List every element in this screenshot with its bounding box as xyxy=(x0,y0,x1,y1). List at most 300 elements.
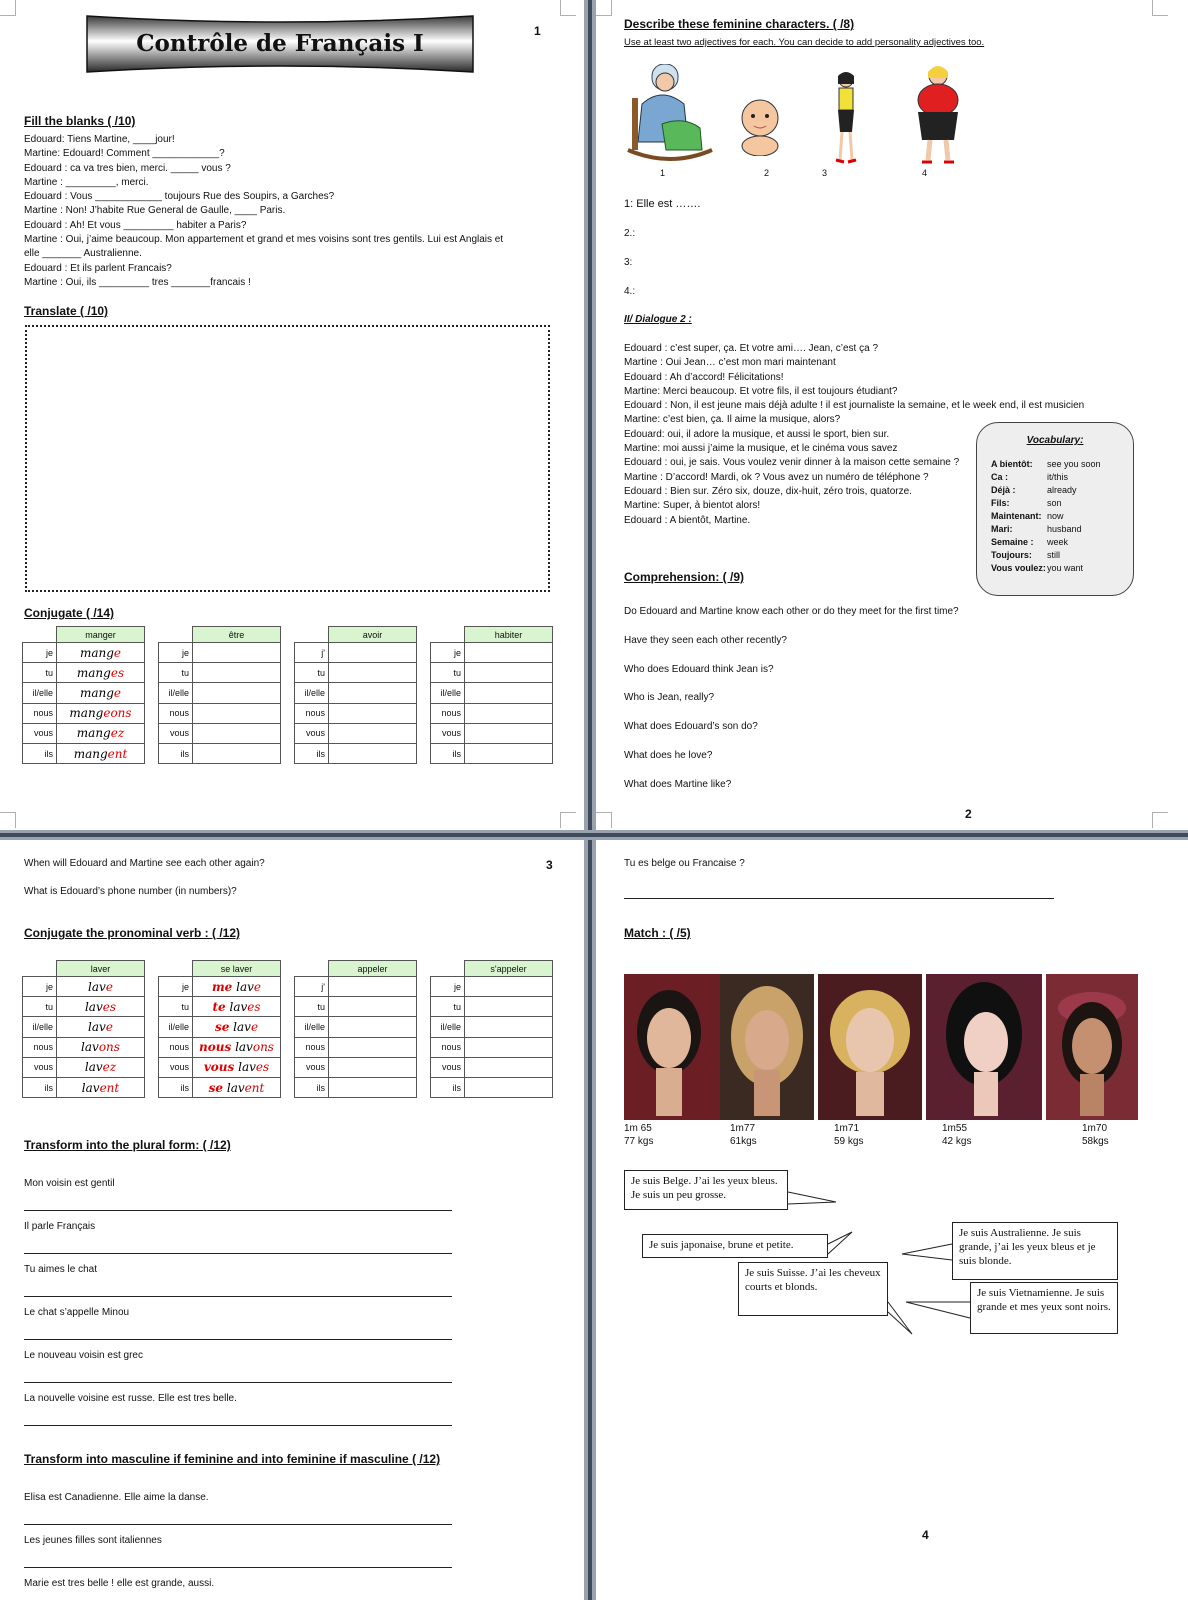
answer-line[interactable] xyxy=(24,1524,452,1525)
pronoun-cell: nous xyxy=(295,703,329,723)
height-value: 1m 65 xyxy=(624,1123,652,1134)
vocab-meaning: see you soon xyxy=(1047,459,1101,469)
pronoun-cell: il/elle xyxy=(159,683,193,703)
answer-cell[interactable] xyxy=(465,1037,553,1057)
verb-stem: lav xyxy=(235,1040,253,1055)
verb-ending: ez xyxy=(102,1060,117,1075)
pronominal-heading: Conjugate the pronominal verb : ( /12) xyxy=(24,926,241,940)
verb-ending: e xyxy=(113,645,122,660)
pronoun-cell: je xyxy=(23,977,57,997)
pronoun-cell: ils xyxy=(431,1077,465,1097)
table-row xyxy=(159,1077,281,1097)
table-row xyxy=(23,723,145,743)
table-row xyxy=(431,723,553,743)
answer-1[interactable]: 1: Elle est ……. xyxy=(624,198,701,210)
verb-header: être xyxy=(193,627,281,643)
pronoun-cell: tu xyxy=(159,663,193,683)
page-3 xyxy=(0,840,584,1600)
bubble-text-australienne: Je suis Australienne. Je suis grande, j’ai les yeux bleus et je suis blonde. xyxy=(959,1227,1096,1267)
answer-cell[interactable] xyxy=(465,743,553,763)
answer-cell[interactable] xyxy=(57,743,145,763)
fill-line: Martine : Oui, ils _________ tres _______francais ! xyxy=(24,276,251,288)
answer-line[interactable] xyxy=(24,1253,452,1254)
vocab-row xyxy=(977,536,1133,549)
table-row xyxy=(159,1017,281,1037)
image-label-4: 4 xyxy=(922,168,928,178)
bubble-text-suisse: Je suis Suisse. J’ai les cheveux courts et blonds. xyxy=(745,1267,881,1293)
answer-cell[interactable] xyxy=(465,1017,553,1037)
dialogue-line: Martine : D’accord! Mardi, ok ? Vous avez un numéro de téléphone ? xyxy=(624,471,929,483)
answer-cell[interactable] xyxy=(57,703,145,723)
dialogue-line: Martine: moi aussi j’aime la musique, et le cinéma vous savez xyxy=(624,443,898,455)
vocab-meaning: still xyxy=(1047,550,1060,560)
table-row xyxy=(431,1017,553,1037)
answer-cell[interactable] xyxy=(193,1017,281,1037)
dialogue-line: Martine : Oui Jean… c’est mon mari maintenant xyxy=(624,357,836,369)
answer-cell[interactable] xyxy=(329,1057,417,1077)
pronoun-cell: je xyxy=(23,643,57,663)
vocab-word: Semaine : xyxy=(991,537,1034,547)
question-phone-number: What is Edouard’s phone number (in numbers)? xyxy=(24,886,237,897)
answer-cell[interactable] xyxy=(57,1057,145,1077)
table-row xyxy=(23,1077,145,1097)
vocab-row xyxy=(977,471,1133,484)
image-label-1: 1 xyxy=(660,168,666,178)
comprehension-question: Who is Jean, really? xyxy=(624,692,715,704)
translate-box[interactable] xyxy=(25,325,550,592)
vocab-row xyxy=(977,562,1133,575)
verb-stem: mang xyxy=(76,665,111,680)
page-2 xyxy=(596,0,1188,830)
vocab-word: Maintenant: xyxy=(991,511,1042,521)
table-row xyxy=(159,743,281,763)
answer-line[interactable] xyxy=(24,1339,452,1340)
pronoun-cell: vous xyxy=(431,1057,465,1077)
answer-cell[interactable] xyxy=(465,997,553,1017)
reflexive-pronoun: se xyxy=(208,1080,224,1095)
answer-cell[interactable] xyxy=(329,663,417,683)
table-row xyxy=(295,663,417,683)
table-row xyxy=(159,723,281,743)
answer-line[interactable] xyxy=(24,1382,452,1383)
verb-header: s'appeler xyxy=(465,961,553,977)
answer-cell[interactable] xyxy=(329,703,417,723)
slim-woman-image xyxy=(826,70,866,166)
verb-ending: ons xyxy=(98,1040,120,1055)
pronoun-cell: il/elle xyxy=(23,683,57,703)
large-woman-image xyxy=(904,64,974,166)
plural-heading: Transform into the plural form: ( /12) xyxy=(24,1138,231,1152)
table-row xyxy=(23,663,145,683)
pronoun-cell: il/elle xyxy=(23,1017,57,1037)
height-value: 1m55 xyxy=(942,1123,968,1134)
verb-stem: lav xyxy=(88,979,106,994)
reflexive-pronoun: nous xyxy=(199,1040,232,1055)
answer-cell[interactable] xyxy=(329,997,417,1017)
table-row xyxy=(295,997,417,1017)
question-nationality: Tu es belge ou Francaise ? xyxy=(624,858,745,869)
pronoun-cell: ils xyxy=(159,1077,193,1097)
height-value: 1m77 xyxy=(730,1123,756,1134)
table-row xyxy=(159,663,281,683)
vocabulary-box xyxy=(976,422,1134,596)
table-row xyxy=(431,743,553,763)
vocab-word: Vous voulez: xyxy=(991,563,1046,573)
answer-line[interactable] xyxy=(24,1296,452,1297)
answer-cell[interactable] xyxy=(193,723,281,743)
answer-cell[interactable] xyxy=(193,997,281,1017)
answer-cell[interactable] xyxy=(329,743,417,763)
vocab-meaning: week xyxy=(1047,537,1069,547)
table-row xyxy=(23,1057,145,1077)
image-label-3: 3 xyxy=(822,168,828,178)
pronoun-cell: ils xyxy=(23,743,57,763)
fill-line: Edouard : Et ils parlent Francais? xyxy=(24,262,172,274)
conjugation-table xyxy=(430,960,553,1098)
pronoun-cell: j' xyxy=(295,977,329,997)
conjugation-table xyxy=(294,626,417,764)
answer-line[interactable] xyxy=(24,1425,452,1426)
table-row xyxy=(159,683,281,703)
height-value: 1m71 xyxy=(834,1123,860,1134)
answer-cell[interactable] xyxy=(57,1037,145,1057)
table-row xyxy=(431,1057,553,1077)
fill-blanks-text xyxy=(24,133,503,290)
verb-stem: mang xyxy=(76,726,111,741)
answer-cell[interactable] xyxy=(329,643,417,663)
verb-stem: lav xyxy=(84,1060,103,1075)
answer-cell[interactable] xyxy=(193,743,281,763)
table-row xyxy=(295,977,417,997)
weight-value: 61kgs xyxy=(730,1136,757,1147)
verb-stem: lav xyxy=(238,1060,256,1075)
exercise-item: Le chat s’appelle Minou xyxy=(24,1307,130,1318)
pronoun-cell: j' xyxy=(295,643,329,663)
pronoun-cell: il/elle xyxy=(295,683,329,703)
table-row xyxy=(23,1017,145,1037)
bubble-text-belge: Je suis Belge. J’ai les yeux bleus. Je suis un peu grosse. xyxy=(631,1175,778,1201)
fill-line: Edouard: Tiens Martine, ____jour! xyxy=(24,134,175,145)
pronoun-cell: ils xyxy=(295,1077,329,1097)
height-value: 1m70 xyxy=(1082,1123,1108,1134)
table-row xyxy=(159,1037,281,1057)
table-row xyxy=(159,703,281,723)
page-gutter-vertical xyxy=(584,0,596,1600)
fill-line: Martine: Edouard! Comment ____________? xyxy=(24,148,225,160)
vocab-meaning: you want xyxy=(1047,563,1084,573)
verb-header: laver xyxy=(57,961,145,977)
pronoun-cell: nous xyxy=(431,1037,465,1057)
pronoun-cell: vous xyxy=(159,1057,193,1077)
exercise-item: Le nouveau voisin est grec xyxy=(24,1350,143,1361)
answer-cell[interactable] xyxy=(57,663,145,683)
answer-line[interactable] xyxy=(24,1567,452,1568)
table-row xyxy=(431,643,553,663)
vocabulary-title: Vocabulary: xyxy=(1026,435,1084,446)
table-row xyxy=(431,977,553,997)
answer-cell[interactable] xyxy=(465,663,553,683)
table-row xyxy=(431,663,553,683)
verb-stem: lav xyxy=(88,1019,106,1034)
page-title: Contrôle de Français I xyxy=(136,30,424,57)
answer-cell[interactable] xyxy=(193,1037,281,1057)
answer-cell[interactable] xyxy=(57,723,145,743)
pronoun-cell: nous xyxy=(431,703,465,723)
answer-cell[interactable] xyxy=(465,643,553,663)
answer-cell[interactable] xyxy=(465,723,553,743)
vocab-word: Toujours: xyxy=(991,550,1032,560)
pronoun-cell: il/elle xyxy=(159,1017,193,1037)
verb-stem: lav xyxy=(229,999,248,1014)
answer-cell[interactable] xyxy=(57,643,145,663)
answer-cell[interactable] xyxy=(329,723,417,743)
page-1 xyxy=(0,0,584,830)
verb-stem: lav xyxy=(226,1080,245,1095)
table-row xyxy=(23,743,145,763)
verb-header: se laver xyxy=(193,961,281,977)
answer-cell[interactable] xyxy=(193,703,281,723)
dialogue-line: Edouard: oui, il adore la musique, et aussi le sport, bien sur. xyxy=(624,428,890,440)
reflexive-pronoun: vous xyxy=(203,1060,235,1075)
table-row xyxy=(23,977,145,997)
bubble-text-japonaise: Je suis japonaise, brune et petite. xyxy=(649,1239,794,1251)
pronoun-cell: ils xyxy=(159,743,193,763)
dialogue-line: Edouard : Non, il est jeune mais déjà adulte ! il est journaliste la semaine, et le week end, il est musicien xyxy=(624,400,1085,412)
pronoun-cell: je xyxy=(431,643,465,663)
pronoun-cell: vous xyxy=(431,723,465,743)
verb-ending: es xyxy=(247,999,261,1014)
pronoun-cell: il/elle xyxy=(295,1017,329,1037)
pronoun-cell: tu xyxy=(23,997,57,1017)
conjugate-heading: Conjugate ( /14) xyxy=(24,606,115,620)
table-row xyxy=(295,743,417,763)
page-number: 4 xyxy=(922,1528,929,1542)
fill-line: Martine : Non! J’habite Rue General de Gaulle, ____ Paris. xyxy=(24,205,286,217)
conjugation-table xyxy=(158,626,281,764)
exercise-item: Les jeunes filles sont italiennes xyxy=(24,1535,162,1546)
pronoun-cell: vous xyxy=(23,1057,57,1077)
table-row xyxy=(159,643,281,663)
pronoun-cell: ils xyxy=(23,1077,57,1097)
weight-value: 59 kgs xyxy=(834,1136,864,1147)
verb-ending: e xyxy=(250,1019,259,1034)
table-row xyxy=(23,643,145,663)
answer-cell[interactable] xyxy=(329,1017,417,1037)
pronoun-cell: ils xyxy=(295,743,329,763)
verb-stem: mang xyxy=(69,706,104,721)
pronoun-cell: il/elle xyxy=(431,683,465,703)
answer-cell[interactable] xyxy=(193,663,281,683)
verb-stem: mang xyxy=(79,685,114,700)
reflexive-pronoun: me xyxy=(211,979,233,994)
comprehension-question: Do Edouard and Martine know each other or do they meet for the first time? xyxy=(624,606,959,617)
pronoun-cell: vous xyxy=(295,723,329,743)
table-row xyxy=(295,643,417,663)
verb-ending: e xyxy=(105,1019,113,1034)
vocab-row xyxy=(977,497,1133,510)
table-row xyxy=(295,1017,417,1037)
bubble-text-vietnamienne: Je suis Vietnamienne. Je suis grande et mes yeux sont noirs. xyxy=(977,1287,1111,1313)
fill-line: Edouard : Vous ____________ toujours Rue des Soupirs, a Garches? xyxy=(24,191,335,203)
verb-ending: e xyxy=(253,979,262,994)
comprehension-question: What does he love? xyxy=(624,750,713,761)
dialogue-line: Martine: Super, à bientot alors! xyxy=(624,500,761,512)
pronoun-cell: ils xyxy=(431,743,465,763)
table-row xyxy=(295,1077,417,1097)
pronoun-cell: tu xyxy=(295,997,329,1017)
dialogue-line: Edouard : c’est super, ça. Et votre ami…. Jean, c’est ça ? xyxy=(624,343,879,354)
table-row xyxy=(159,1057,281,1077)
answer-cell[interactable] xyxy=(329,683,417,703)
conjugation-table xyxy=(158,960,281,1098)
conjugation-table xyxy=(430,626,553,764)
table-row xyxy=(431,1037,553,1057)
answer-4[interactable]: 4.: xyxy=(624,286,636,297)
answer-cell[interactable] xyxy=(465,683,553,703)
verb-ending: ent xyxy=(99,1080,120,1095)
fill-line: Edouard : Ah! Et vous _________ habiter a Paris? xyxy=(24,219,247,231)
vocab-meaning: it/this xyxy=(1047,472,1069,482)
table-row xyxy=(23,703,145,723)
dialogue-line: Martine: Merci beaucoup. Et votre fils, il est toujours étudiant? xyxy=(624,385,898,397)
verb-ending: eons xyxy=(103,706,132,721)
answer-cell[interactable] xyxy=(193,1077,281,1097)
gender-heading: Transform into masculine if feminine and into feminine if masculine ( /12) xyxy=(24,1452,441,1466)
page-number: 3 xyxy=(546,858,553,872)
fill-blanks-heading: Fill the blanks ( /10) xyxy=(24,114,136,128)
vocab-row xyxy=(977,523,1133,536)
verb-stem: lav xyxy=(233,1019,251,1034)
weight-value: 58kgs xyxy=(1082,1136,1109,1147)
answer-cell[interactable] xyxy=(465,977,553,997)
vocab-row xyxy=(977,458,1133,471)
vocab-word: Déjà : xyxy=(991,485,1016,495)
answer-3[interactable]: 3: xyxy=(624,257,633,268)
answer-cell[interactable] xyxy=(329,1037,417,1057)
verb-stem: lav xyxy=(236,979,254,994)
verb-ending: e xyxy=(105,979,113,994)
answer-cell[interactable] xyxy=(193,683,281,703)
table-row xyxy=(431,683,553,703)
table-row xyxy=(431,997,553,1017)
baby-image xyxy=(736,96,788,156)
vocab-word: Fils: xyxy=(991,498,1010,508)
pronoun-cell: nous xyxy=(23,703,57,723)
reflexive-pronoun: se xyxy=(214,1019,230,1034)
verb-ending: ent xyxy=(107,746,128,761)
verb-ending: es xyxy=(102,999,117,1014)
table-row xyxy=(295,703,417,723)
vocab-row xyxy=(977,549,1133,562)
dialogue-line: Martine: c’est bien, ça. Il aime la musique, alors? xyxy=(624,414,841,426)
verb-ending: ez xyxy=(110,726,125,741)
table-row xyxy=(295,1057,417,1077)
answer-cell[interactable] xyxy=(329,977,417,997)
verb-header: manger xyxy=(57,627,145,643)
weight-value: 77 kgs xyxy=(624,1136,654,1147)
conjugation-table xyxy=(294,960,417,1098)
table-row xyxy=(23,683,145,703)
pronoun-cell: tu xyxy=(431,997,465,1017)
answer-cell[interactable] xyxy=(193,1057,281,1077)
describe-instructions: Use at least two adjectives for each. You can decide to add personality adjectives too. xyxy=(624,37,985,48)
exercise-item: Tu aimes le chat xyxy=(24,1264,97,1275)
answer-cell[interactable] xyxy=(57,1077,145,1097)
verb-stem: mang xyxy=(73,746,108,761)
answer-cell[interactable] xyxy=(329,1077,417,1097)
pronoun-cell: nous xyxy=(159,1037,193,1057)
vocab-word: Mari: xyxy=(991,524,1013,534)
dialogue-line: Edouard : oui, je sais. Vous voulez venir dinner à la maison cette semaine ? xyxy=(624,457,960,469)
fill-line: elle _______ Australienne. xyxy=(24,248,142,260)
comprehension-question: What does Martine like? xyxy=(624,778,732,790)
page-number: 1 xyxy=(534,24,541,38)
exercise-item: Elisa est Canadienne. Elle aime la danse. xyxy=(24,1492,209,1503)
pronoun-cell: tu xyxy=(23,663,57,683)
dialogue-line: Edouard : Ah d’accord! Félicitations! xyxy=(624,371,784,383)
describe-heading: Describe these feminine characters. ( /8) xyxy=(624,17,855,31)
conjugation-table xyxy=(22,626,145,764)
table-row xyxy=(431,1077,553,1097)
answer-2[interactable]: 2.: xyxy=(624,228,636,239)
verb-ending: ons xyxy=(252,1040,274,1055)
pronoun-cell: nous xyxy=(23,1037,57,1057)
answer-cell[interactable] xyxy=(465,1077,553,1097)
exercise-item: Il parle Français xyxy=(24,1221,96,1232)
answer-cell[interactable] xyxy=(57,997,145,1017)
fill-line: Martine : _________, merci. xyxy=(24,176,149,188)
answer-cell[interactable] xyxy=(57,683,145,703)
pronoun-cell: tu xyxy=(431,663,465,683)
answer-cell[interactable] xyxy=(57,977,145,997)
answer-cell[interactable] xyxy=(57,1017,145,1037)
comprehension-heading: Comprehension: ( /9) xyxy=(624,570,745,584)
answer-cell[interactable] xyxy=(465,703,553,723)
dialogue-heading: II/ Dialogue 2 : xyxy=(624,314,692,325)
pronoun-cell: vous xyxy=(23,723,57,743)
comprehension-question: Who does Edouard think Jean is? xyxy=(624,663,774,675)
comprehension-question: Have they seen each other recently? xyxy=(624,634,787,646)
page-number: 2 xyxy=(965,807,972,821)
pronoun-cell: je xyxy=(159,977,193,997)
weight-value: 42 kgs xyxy=(942,1136,972,1147)
question-meet-again: When will Edouard and Martine see each other again? xyxy=(24,858,265,869)
exercise-item: La nouvelle voisine est russe. Elle est tres belle. xyxy=(24,1393,237,1404)
dialogue-line: Edouard : A bientôt, Martine. xyxy=(624,514,751,526)
dialogue-line: Edouard : Bien sur. Zéro six, douze, dix-huit, zéro trois, quatorze. xyxy=(624,485,912,497)
verb-stem: lav xyxy=(81,1040,99,1055)
page-4 xyxy=(596,840,1188,1600)
pronoun-cell: nous xyxy=(295,1037,329,1057)
table-row xyxy=(295,1037,417,1057)
fill-line: Martine : Oui, j’aime beaucoup. Mon appartement et grand et mes voisins sont tres gentils. Lui est Anglais et xyxy=(24,234,504,246)
reflexive-pronoun: te xyxy=(212,999,226,1014)
verb-stem: lav xyxy=(81,1080,100,1095)
verb-header: appeler xyxy=(329,961,417,977)
verb-ending: es xyxy=(110,665,125,680)
conjugation-table xyxy=(22,960,145,1098)
verb-header: habiter xyxy=(465,627,553,643)
verb-ending: es xyxy=(255,1060,270,1075)
answer-line[interactable] xyxy=(24,1210,452,1211)
pronoun-cell: vous xyxy=(295,1057,329,1077)
answer-cell[interactable] xyxy=(193,977,281,997)
speech-bubble-tails xyxy=(596,840,1188,1440)
answer-cell[interactable] xyxy=(465,1057,553,1077)
answer-cell[interactable] xyxy=(193,643,281,663)
vocab-meaning: now xyxy=(1047,511,1064,521)
table-row xyxy=(23,1037,145,1057)
